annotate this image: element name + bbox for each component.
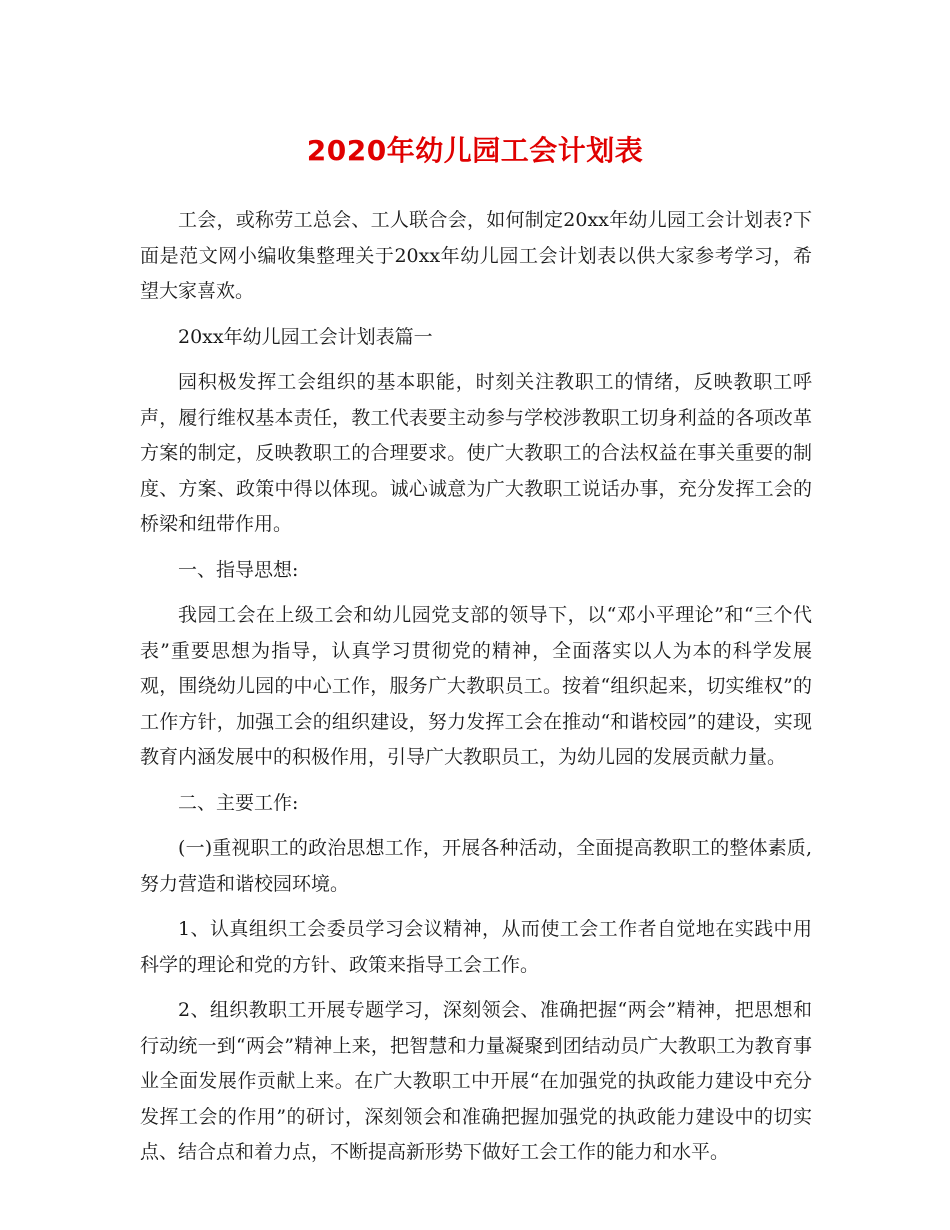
- paragraph-work-point-1: 1、认真组织工会委员学习会议精神，从而使工会工作者自觉地在实践中用科学的理论和党的方针、政策来指导工会工作。: [140, 918, 812, 976]
- document-body: [140, 203, 812, 1181]
- paragraph-intro: 工会，或称劳工总会、工人联合会，如何制定20xx年幼儿园工会计划表?下面是范文网小编收集整理关于20xx年幼儿园工会计划表以供大家参考学习，希望大家喜欢。: [140, 209, 812, 302]
- section-heading-part-one: 20xx年幼儿园工会计划表篇一: [178, 325, 433, 348]
- paragraph-guiding-ideology: 我园工会在上级工会和幼儿园党支部的领导下，以“邓小平理论”和“三个代表”重要思想为指导，认真学习贯彻党的精神，全面落实以人为本的科学发展观，围绕幼儿园的中心工作，服务广大教职员工。按着“组织起来，切实维权”的工作方针，加强工会的组织建设，努力发挥工会在推动“和谐校园”的建设，实现教育内涵发展中的积极作用，引导广大教职员工，为幼儿园的发展贡献力量。: [140, 604, 812, 768]
- paragraph-work-point-2: 2、组织教职工开展专题学习，深刻领会、准确把握“两会”精神，把思想和行动统一到“两会”精神上来，把智慧和力量凝聚到团结动员广大教职工为教育事业全面发展作贡献上来。在广大教职工中开展“在加强党的执政能力建设中充分发挥工会的作用”的研讨，深刻领会和准确把握加强党的执政能力建设中的切实点、结合点和着力点，不断提高新形势下做好工会工作的能力和水平。: [140, 999, 812, 1163]
- document-title: 2020年幼儿园工会计划表: [306, 134, 644, 167]
- paragraph-union-duties: 园积极发挥工会组织的基本职能，时刻关注教职工的情绪，反映教职工呼声，履行维权基本责任，教工代表要主动参与学校涉教职工切身利益的各项改革方案的制定，反映教职工的合理要求。使广大教职工的合法权益在事关重要的制度、方案、政策中得以体现。诚心诚意为广大教职工说话办事，充分发挥工会的桥梁和纽带作用。: [140, 371, 812, 535]
- heading-main-work: 二、主要工作:: [178, 791, 299, 814]
- heading-guiding-ideology: 一、指导思想:: [178, 558, 299, 581]
- paragraph-work-item-one: (一)重视职工的政治思想工作，开展各种活动，全面提高教职工的整体素质,努力营造和谐校园环境。: [140, 837, 812, 895]
